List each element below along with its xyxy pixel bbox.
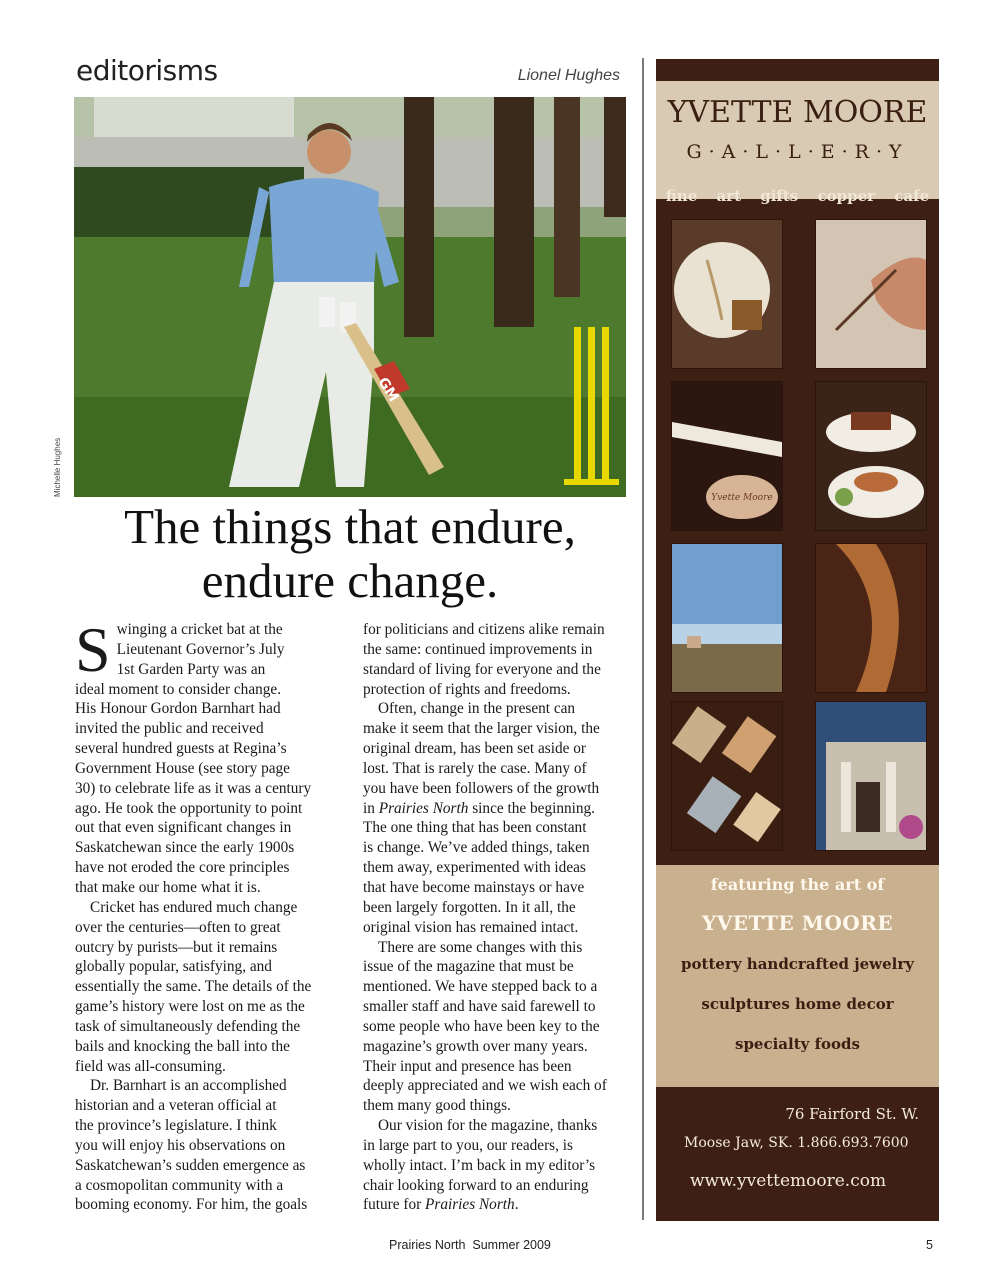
text-line: original vision has remained intact. [363, 918, 579, 936]
text-line: original dream, has been set aside or [363, 740, 586, 758]
ad-categories: fine art gifts copper cafe [665, 187, 930, 205]
text-line: ago. He took the opportunity to point [75, 799, 303, 817]
text-line: Lieutenant Governor’s July [116, 640, 285, 658]
ad-gallery-name: YVETTE MOORE [667, 95, 928, 130]
text-line: invited the public and received [75, 720, 264, 738]
text-run: in [363, 799, 375, 817]
magazine-title-italic: Prairies North [378, 799, 469, 817]
ad-tile-copper [815, 543, 927, 693]
ad-address: 76 Fairford St. W. [785, 1105, 919, 1123]
section-label: editorisms [76, 54, 218, 87]
text-line: Their input and presence has been [363, 1057, 572, 1075]
ad-gallery-word: G·A·L·L·E·R·Y [686, 141, 909, 163]
headline-line-1: The things that endure, [124, 499, 576, 554]
text-line: Our vision for the magazine, thanks [378, 1117, 598, 1135]
text-line: outcry by purists—but it remains [75, 938, 278, 956]
text-line: lost. That is rarely the case. Many of [363, 759, 587, 777]
ad-contact-panel [656, 1087, 939, 1221]
text-line: make it seem that the larger vision, the [363, 720, 600, 738]
building-illustration [816, 702, 926, 850]
hand-illustration [816, 220, 926, 368]
text-run: future for [363, 1196, 422, 1214]
ad-city-phone: Moose Jaw, SK. 1.866.693.7600 [684, 1135, 909, 1151]
text-line: the same: continued improvements in [363, 640, 593, 658]
text-line: the province’s legislature. I think [75, 1117, 277, 1135]
text-line: field was all-consuming. [75, 1057, 226, 1075]
ad-tile-jewelry [671, 701, 783, 851]
column-divider [642, 58, 644, 1220]
text-line: wholly intact. I’m back in my editor’s [363, 1156, 596, 1174]
ad-products-line-1: pottery handcrafted jewelry [681, 955, 914, 973]
text-line: The one thing that has been constant [363, 819, 587, 837]
text-line: booming economy. For him, the goals [75, 1196, 308, 1214]
text-line: smaller staff and have said farewell to [363, 998, 596, 1016]
text-line: protection of rights and freedoms. [363, 680, 571, 698]
text-line: Government House (see story page [75, 759, 290, 777]
text-line: 30) to celebrate life as it was a century [75, 779, 312, 797]
ad-logo-band [656, 81, 939, 199]
ad-website: www.yvettemoore.com [690, 1171, 887, 1191]
bat-brand-text: GM [374, 374, 402, 405]
text-line: His Honour Gordon Barnhart had [75, 700, 281, 718]
text-line: task of simultaneously defending the [75, 1017, 301, 1035]
text-line: that have become mainstays or have [363, 878, 585, 896]
ad-tile-food [815, 381, 927, 531]
text-line: essentially the same. The details of the [75, 978, 312, 996]
text-line: for politicians and citizens alike remain [363, 621, 605, 638]
text-line-mixed [363, 1195, 635, 1215]
ad-products-line-2: sculptures home decor [701, 995, 894, 1013]
headline-line-2: endure change. [201, 553, 499, 608]
ad-tile-building [815, 701, 927, 851]
cricket-photo [74, 97, 626, 497]
ad-products-line-3: specialty foods [735, 1035, 860, 1053]
ad-feature-panel [656, 865, 939, 1087]
page-number: 5 [926, 1238, 933, 1252]
text-line: in large part to you, our readers, is [363, 1136, 573, 1154]
text-line: issue of the magazine that must be [363, 958, 574, 976]
text-line: bails and knocking the ball into the [75, 1037, 290, 1055]
text-line: Saskatchewan’s sudden emergence as [75, 1156, 306, 1174]
text-line: a cosmopolitan community with a [75, 1176, 284, 1194]
text-line: them away, experimented with ideas [363, 859, 586, 877]
ad-artist-name: YVETTE MOORE [701, 911, 894, 935]
photo-credit: Michelle Hughes [53, 437, 62, 497]
text-line: globally popular, satisfying, and [75, 958, 272, 976]
footer-issue [389, 1238, 551, 1252]
jewelry-illustration [672, 702, 782, 850]
text-line: Dr. Barnhart is an accomplished [90, 1077, 287, 1095]
text-run: since the beginning. [472, 799, 596, 817]
ad-tile-plate [671, 219, 783, 369]
ad-tile-painting-hand [815, 219, 927, 369]
footer-magazine: Prairies North [389, 1238, 466, 1252]
text-line: winging a cricket bat at the [116, 621, 283, 638]
cricket-photo-illustration [74, 97, 626, 497]
text-line: that make our home what it is. [75, 878, 261, 896]
article-column-1 [75, 614, 347, 1215]
text-line: magazine’s growth over many years. [363, 1037, 588, 1055]
text-line: 1st Garden Party was an [116, 660, 266, 678]
copper-illustration [816, 544, 926, 692]
ad-tile-prairie-painting [671, 543, 783, 693]
text-line: game’s history were lost on me as the [75, 998, 305, 1016]
plate-illustration [672, 220, 782, 368]
text-line: standard of living for everyone and the [363, 660, 601, 678]
text-line: There are some changes with this [378, 938, 583, 956]
headline [74, 500, 626, 608]
text-line: been largely forgotten. In it all, the [363, 898, 576, 916]
drop-cap: S [75, 614, 111, 685]
text-line: ideal moment to consider change. [75, 680, 282, 698]
text-line: them many good things. [363, 1097, 511, 1115]
ad-tile-giftbox [671, 381, 783, 531]
text-line: several hundred guests at Regina’s [75, 740, 287, 758]
text-line: mentioned. We have stepped back to a [363, 978, 598, 996]
gallery-advertisement [656, 59, 939, 1221]
text-line: over the centuries—often to great [75, 918, 281, 936]
text-line: Saskatchewan since the early 1900s [75, 839, 295, 857]
text-line: have not eroded the core principles [75, 859, 290, 877]
text-line: Cricket has endured much change [90, 898, 298, 916]
text-line-mixed [363, 799, 635, 819]
footer-issue-date: Summer 2009 [472, 1238, 551, 1252]
giftbox-illustration [672, 382, 782, 530]
author-byline: Lionel Hughes [517, 67, 620, 84]
text-line: is change. We’ve added things, taken [363, 839, 590, 857]
text-line: out that even significant changes in [75, 819, 292, 837]
text-line: chair looking forward to an enduring [363, 1176, 589, 1194]
food-illustration [816, 382, 926, 530]
magazine-title-italic: Prairies North [425, 1196, 515, 1214]
giftbox-tag-text: Yvette Moore [711, 493, 773, 503]
text-line: deeply appreciated and we wish each of [363, 1077, 607, 1095]
article-column-2 [363, 620, 635, 1215]
ad-featuring-line: featuring the art of [710, 875, 885, 894]
text-line: some people who have been key to the [363, 1017, 600, 1035]
text-line: you have been followers of the growth [363, 779, 600, 797]
text-run: . [514, 1196, 519, 1214]
text-line: Often, change in the present can [378, 700, 576, 718]
text-line: historian and a veteran official at [75, 1097, 277, 1115]
prairie-illustration [672, 544, 782, 692]
text-line: you will enjoy his observations on [75, 1136, 286, 1154]
